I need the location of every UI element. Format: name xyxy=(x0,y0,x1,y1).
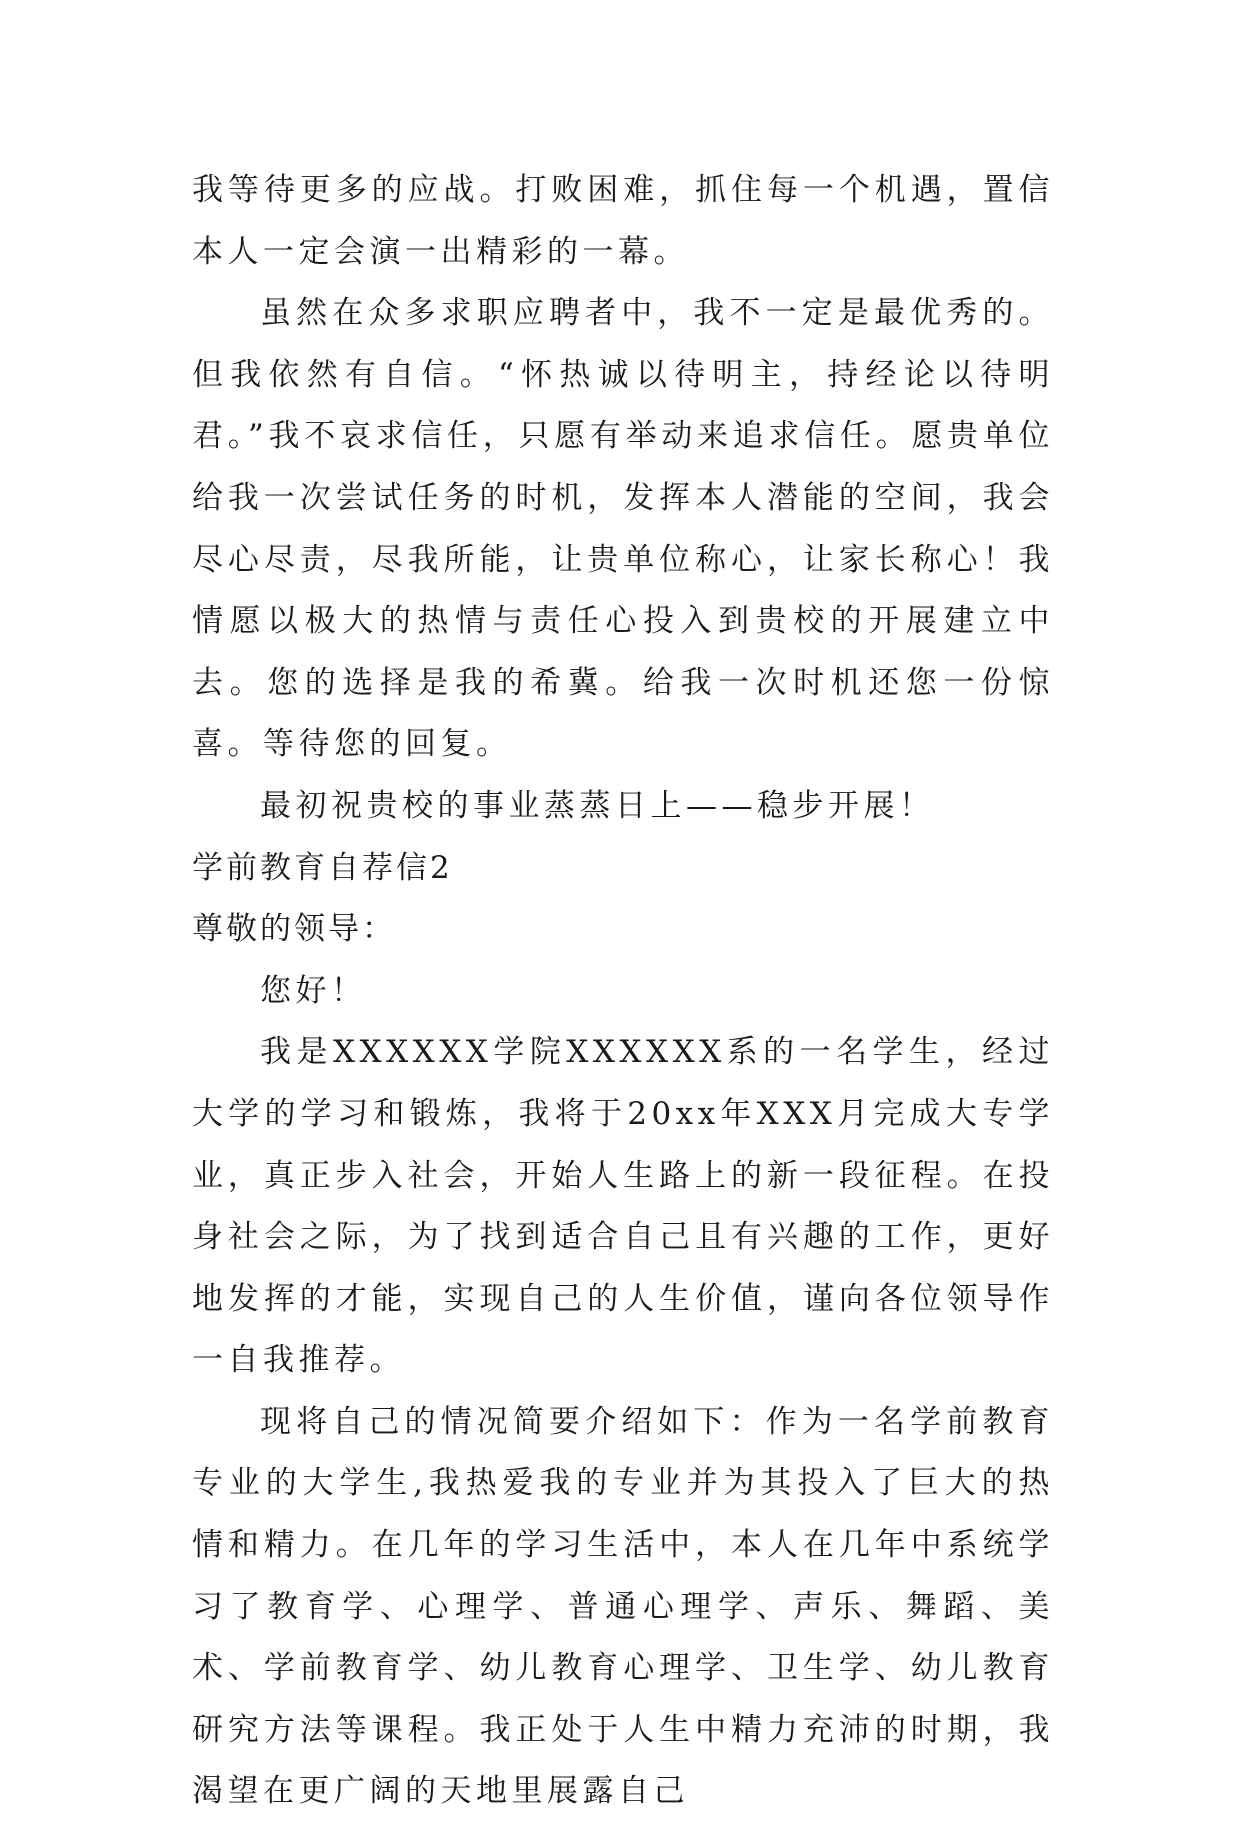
paragraph-introduction: 我是XXXXXX学院XXXXXX系的一名学生，经过大学的学习和锻炼，我将于20xx年XXX月完成大专学业，真正步入社会，开始人生路上的新一段征程。在投身社会之际，为了找到适合自己且有兴趣的工作，更好地发挥的才能，实现自己的人生价值，谨向各位领导作一自我推荐。 xyxy=(192,1034,1054,1379)
paragraph-confidence: 虽然在众多求职应聘者中，我不一定是最优秀的。但我依然有自信。“怀热诚以待明主，持经论以待明君。”我不哀求信任，只愿有举动来追求信任。愿贵单位给我一次尝试任务的时机，发挥本人潜能的空间，我会尽心尽责，尽我所能，让贵单位称心，让家长称心！我情愿以极大的热情与责任心投入到贵校的开展建立中去。您的选择是我的希冀。给我一次时机还您一份惊喜。等待您的回复。 xyxy=(192,295,1054,763)
section-title: 学前教育自荐信2 xyxy=(192,849,453,886)
salutation: 尊敬的领导： xyxy=(192,911,396,948)
paragraph-closing-wish: 最初祝贵校的事业蒸蒸日上——稳步开展！ xyxy=(260,787,935,824)
greeting: 您好！ xyxy=(260,972,367,1009)
paragraph-continuation: 我等待更多的应战。打败困难，抓住每一个机遇，置信本人一定会演一出精彩的一幕。 xyxy=(192,172,1054,270)
paragraph-situation: 现将自己的情况简要介绍如下：作为一名学前教育专业的大学生,我热爱我的专业并为其投入了巨大的热情和精力。在几年的学习生活中，本人在几年中系统学习了教育学、心理学、普通心理学、声乐、舞蹈、美术、学前教育学、幼儿教育心理学、卫生学、幼儿教育研究方法等课程。我正处于人生中精力充沛的时期，我渴望在更广阔的天地里展露自己 xyxy=(192,1403,1054,1810)
document-body xyxy=(192,160,1054,1823)
